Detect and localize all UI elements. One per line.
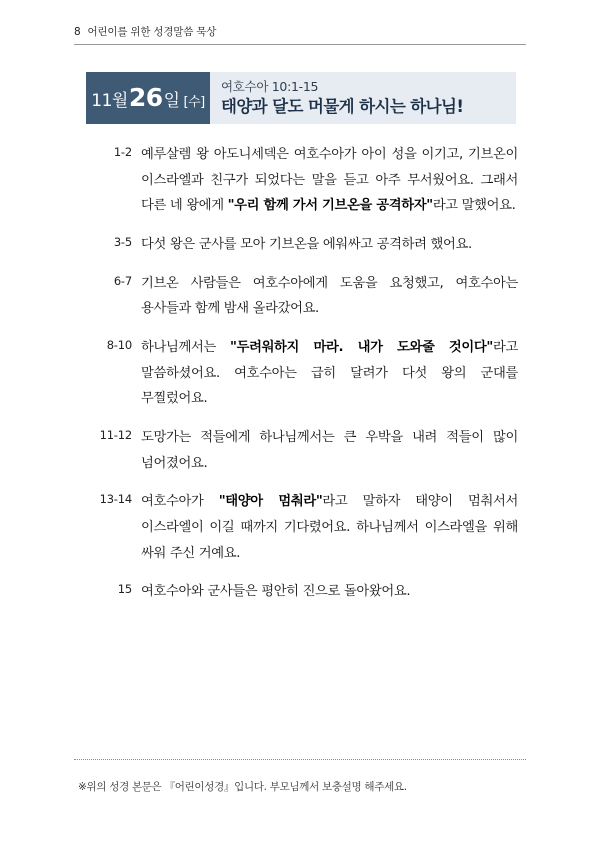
verse-number: 3-5 xyxy=(113,234,132,249)
verse-number: 13-14 xyxy=(99,492,132,507)
verse-number: 6-7 xyxy=(113,273,132,288)
date-box xyxy=(86,72,210,124)
verse-row xyxy=(86,142,518,219)
verse-text xyxy=(132,142,518,219)
verse-span: 기브온 사람들은 여호수아에게 도움을 요청했고, 여호수아는 용사들과 함께 밤새 올라갔어요. xyxy=(141,275,518,317)
running-head-title: 어린이를 위한 성경말씀 묵상 xyxy=(87,26,217,38)
lesson-title: 태양과 달도 머물게 하시는 하나님! xyxy=(221,96,464,116)
verse-number: 15 xyxy=(117,582,132,597)
page-number: 8 xyxy=(74,26,81,38)
lesson-title-band xyxy=(86,72,516,124)
verse-span: 라고 말하자 태양이 멈춰서서 이스라엘이 이길 때까지 기다렸어요. 하나님께서 이스라엘을 위해 싸워 주신 거예요. xyxy=(141,494,518,561)
verse-text xyxy=(132,232,518,258)
verse-text xyxy=(132,271,518,322)
verse-row xyxy=(86,489,518,566)
date-inner xyxy=(91,83,205,112)
verse-emphasis: "두려워하지 마라. 내가 도와줄 것이다" xyxy=(230,339,493,355)
verse-list xyxy=(86,142,518,618)
verse-row xyxy=(86,579,518,605)
verse-row xyxy=(86,425,518,476)
verse-emphasis: "우리 함께 가서 기브온을 공격하자" xyxy=(227,198,433,214)
scripture-reference: 여호수아 10:1-15 xyxy=(221,78,319,94)
date-day: 26 xyxy=(128,82,163,112)
verse-text xyxy=(132,425,518,476)
verse-emphasis: "태양아 멈춰라" xyxy=(218,494,323,510)
footer-divider xyxy=(74,759,526,760)
verse-span: 도망가는 적들에게 하나님께서는 큰 우박을 내려 적들이 많이 넘어졌어요. xyxy=(141,429,518,471)
verse-span: 하나님께서는 xyxy=(141,339,230,355)
verse-row xyxy=(86,232,518,258)
verse-number: 11-12 xyxy=(99,427,132,442)
verse-text xyxy=(132,335,518,412)
verse-span: 라고 말씀하셨어요. 여호수아는 급히 달려가 다섯 왕의 군대를 무찔렀어요. xyxy=(141,339,518,407)
date-weekday: [수] xyxy=(183,94,205,110)
date-month: 11월 xyxy=(91,90,128,111)
verse-span: 다섯 왕은 군사를 모아 기브온을 에워싸고 공격하려 했어요. xyxy=(141,236,472,252)
verse-span: 예루살렘 왕 아도니세덱은 여호수아가 아이 성을 이기고, 기브온이 이스라엘과 친구가 되었다는 말을 듣고 아주 무서웠어요. 그래서 다른 네 왕에게 xyxy=(141,147,518,214)
title-side-panel xyxy=(210,72,516,124)
verse-row xyxy=(86,335,518,412)
verse-span: 라고 말했어요. xyxy=(432,198,516,214)
verse-text xyxy=(132,489,518,566)
date-day-suffix: 일 xyxy=(163,90,180,111)
verse-span: 여호수아가 xyxy=(141,494,219,510)
verse-number: 1-2 xyxy=(113,145,132,159)
verse-row xyxy=(86,271,518,322)
verse-text xyxy=(132,579,518,605)
verse-number: 8-10 xyxy=(106,337,132,352)
footer-note: ※위의 성경 본문은 『어린이성경』입니다. 부모님께서 보충설명 해주세요. xyxy=(78,781,407,793)
page-header xyxy=(74,24,526,39)
verse-span: 여호수아와 군사들은 평안히 진으로 돌아왔어요. xyxy=(141,584,411,600)
header-divider xyxy=(74,44,526,45)
